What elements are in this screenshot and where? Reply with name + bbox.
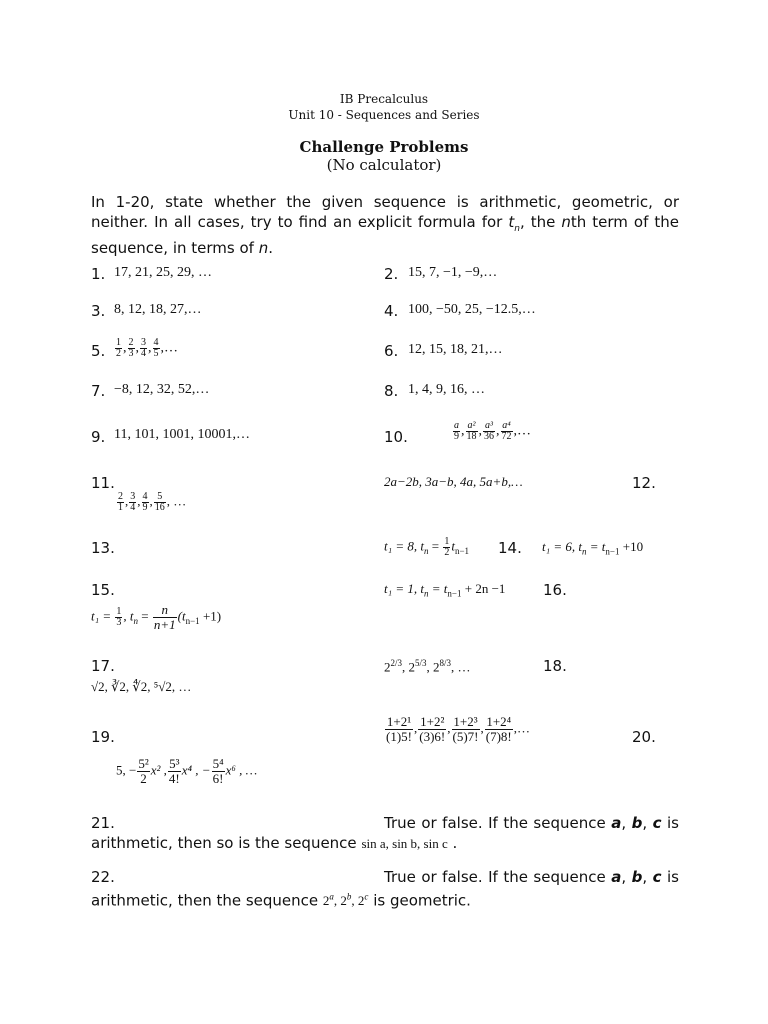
problem-11-sequence: $\frac{2}{1}$ , $\frac{3}{4}$ , $\frac{4}{9}$ , $\frac{5}{16}$ , … (118, 491, 187, 513)
problem-6-sequence: 12, 15, 18, 21,… (408, 342, 503, 357)
page-subtitle: (No calculator) (326, 156, 442, 174)
problem-18-number: 18. (543, 657, 567, 675)
problem-3-number: 3. (91, 302, 106, 320)
problem-13-number: 13. (91, 539, 115, 557)
problem-2-sequence: 15, 7, −1, −9,… (408, 265, 498, 280)
problem-5-sequence: $\frac{1}{2}$ , $\frac{2}{3}$ , $\frac{3}{4}$ , $\frac{4}{5}$ ,… (116, 337, 178, 359)
problem-17-number: 17. (91, 657, 115, 675)
problem-4-sequence: 100, −50, 25, −12.5,… (408, 302, 536, 317)
problem-11-sequence-expression: 2a−2b, 3a−b, 4a, 5a+b,… (384, 474, 523, 489)
problem-3-sequence: 8, 12, 18, 27,… (114, 302, 202, 317)
problem-15-sequence: t₁ = $\frac{1}{3}$ , $t_n$ = $\frac{n}{n+1}$ $(t_{n-1} +1)$ (91, 602, 222, 632)
problem-4-number: 4. (384, 302, 399, 320)
problem-10-number: 10. (384, 428, 408, 446)
problem-19-fractions: $\frac{\text{1+2¹}}{(1)5!}$ , $\frac{\text{1+2²}}{(3)6!}$ , $\frac{\text{1+2³}}{(5)7!}$ , $\frac{\text{1+2⁴}}{(7)8!}$ ,… (386, 714, 530, 744)
problem-7-number: 7. (91, 382, 106, 400)
problem-17-powers: $2^{2/3}$, $2^{5/3}$, $2^{8/3}$, … (384, 658, 471, 675)
problem-14-sequence: t₁ = 6, $t_n = t_{n-1} +10$ (542, 539, 644, 557)
problem-1-number: 1. (91, 265, 106, 283)
problem-22-statement: True or false. If the sequence a, b, c is arithmetic, then the sequence 2$^a$, 2$^b$, 2$^c$ is geometric. (91, 868, 679, 909)
problem-22-number: 22. (91, 868, 115, 886)
problem-15-recursion: t₁ = 1, $t_n = t_{n-1} + 2n -1$ (384, 581, 506, 599)
problem-19-sequence: 5, − $\frac{\text{5²}}{2}$ x² , $\frac{\text{5³}}{4!}$ x⁴ , − $\frac{\text{5⁴}}{6!}$ x⁶ , … (116, 756, 258, 786)
problem-5-number: 5. (91, 342, 106, 360)
problem-8-sequence: 1, 4, 9, 16, … (408, 382, 485, 397)
problem-17-sequence: √2, ∛2, ∜2, ⁵√2, … (91, 679, 192, 694)
problem-12-number: 12. (632, 474, 656, 492)
problem-9-sequence: 11, 101, 1001, 10001,… (114, 427, 250, 442)
problem-10-sequence: $\frac{a}{9}$ , $\frac{\text{a²}}{18}$ , $\frac{\text{a³}}{36}$ , $\frac{\text{a⁴}}{72}$ ,… (454, 420, 531, 442)
problem-20-number: 20. (632, 728, 656, 746)
problem-13-sequence: t₁ = 8, $t_n$ = $\frac{1}{2}$ $t_{n-1}$ (384, 536, 470, 558)
instructions: In 1-20, state whether the given sequence is arithmetic, geometric, or neither. In all cases, try to find an explicit formula for $t_n$, the nth term of the sequence, in terms of n. (91, 193, 679, 257)
problem-21-number: 21. (91, 814, 115, 832)
problem-14-number: 14. (498, 539, 522, 557)
problem-2-number: 2. (384, 265, 399, 283)
problem-19-number: 19. (91, 728, 115, 746)
problem-7-sequence: −8, 12, 32, 52,… (114, 382, 210, 397)
problem-9-number: 9. (91, 428, 106, 446)
course-name: IB Precalculus (339, 92, 429, 106)
problem-1-sequence: 17, 21, 25, 29, … (114, 265, 212, 280)
problem-6-number: 6. (384, 342, 399, 360)
page-title: Challenge Problems (299, 138, 469, 156)
problem-16-number: 16. (543, 581, 567, 599)
problem-15-number: 15. (91, 581, 115, 599)
problem-11-number: 11. (91, 474, 115, 492)
problem-21-statement: True or false. If the sequence a, b, c is arithmetic, then so is the sequence sin a, sin b, sin c . (91, 814, 679, 852)
problem-8-number: 8. (384, 382, 399, 400)
unit-title: Unit 10 - Sequences and Series (288, 108, 480, 122)
